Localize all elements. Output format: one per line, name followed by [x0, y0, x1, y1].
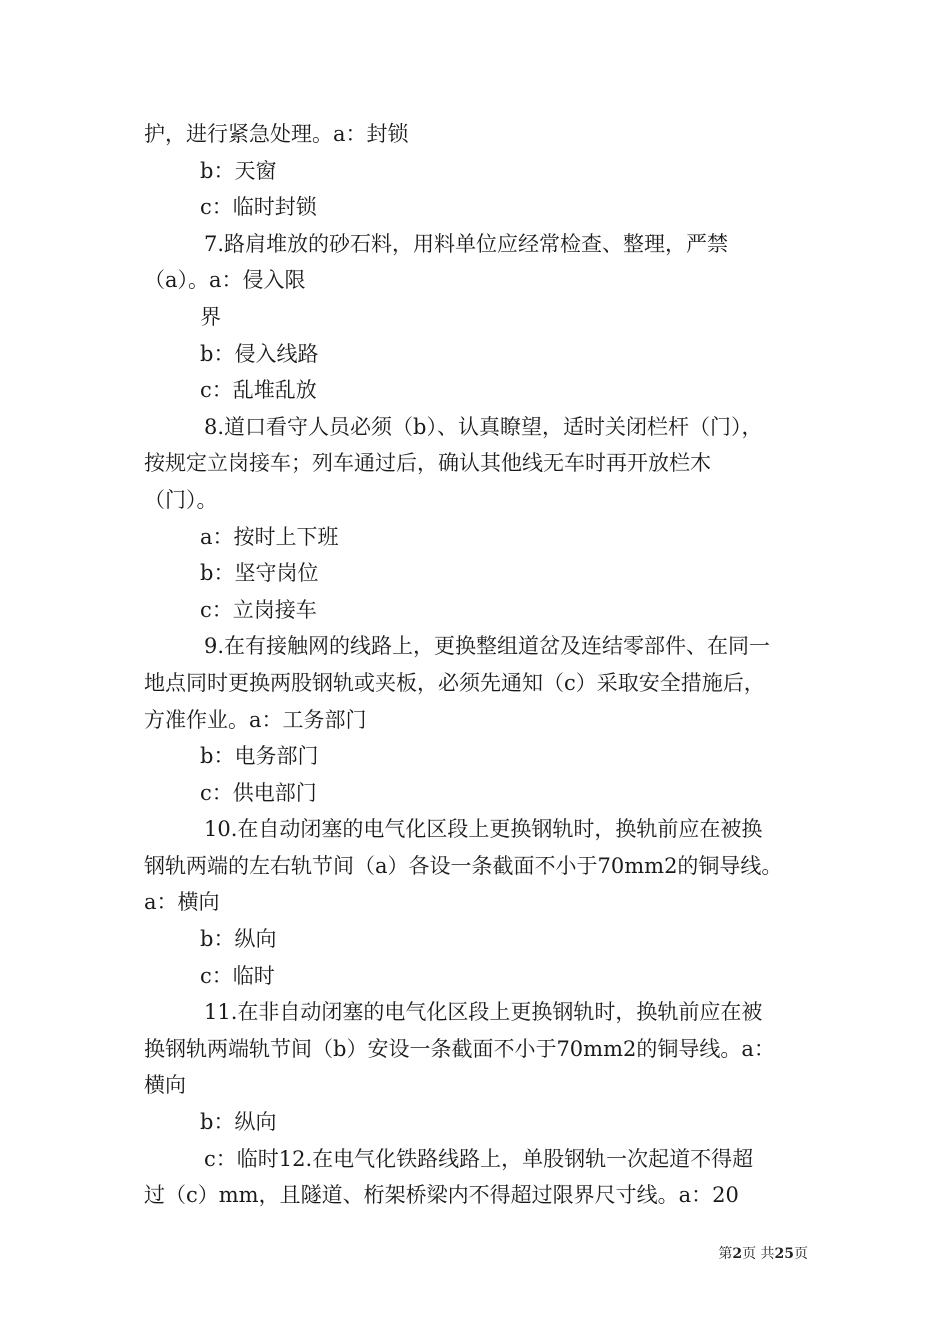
text-line: 7.路肩堆放的砂石料，用料单位应经常检查、整理，严禁 — [204, 231, 729, 256]
text-line: 8.道口看守人员必须（b）、认真瞭望，适时关闭栏杆（门）， — [204, 414, 763, 439]
text-line: 地点同时更换两股钢轨或夹板，必须先通知（c）采取安全措施后， — [144, 670, 765, 695]
text-line: 护，进行紧急处理。a：封锁 — [144, 122, 409, 146]
text-line: c：立岗接车 — [200, 597, 317, 622]
text-line: c：临时 — [200, 963, 275, 988]
text-line: 横向 — [144, 1073, 186, 1098]
footer-suffix: 页 — [794, 1246, 808, 1262]
text-line: 过（c）mm，且隧道、桁架桥梁内不得超过限界尺寸线。a：20 — [144, 1183, 739, 1208]
text-line: （门）。 — [144, 487, 218, 512]
text-line: （a）。a：侵入限 — [144, 268, 306, 293]
text-line: b：电务部门 — [200, 744, 319, 769]
text-line: 钢轨两端的左右轨节间（a）各设一条截面不小于70mm2的铜导线。 — [144, 853, 783, 878]
text-line: 界 — [200, 304, 221, 329]
page-footer — [0, 1243, 808, 1263]
text-line: b：侵入线路 — [200, 341, 319, 366]
text-line: c：供电部门 — [200, 780, 317, 805]
text-line: a：横向 — [144, 890, 220, 915]
text-line: c：临时12.在电气化铁路线路上，单股钢轨一次起道不得超 — [204, 1146, 754, 1171]
text-line: b：天窗 — [200, 158, 277, 183]
total-page-count: 25 — [774, 1246, 794, 1262]
text-line: c：乱堆乱放 — [200, 378, 317, 403]
text-line: c：临时封锁 — [200, 195, 317, 220]
footer-middle: 页 共 — [742, 1246, 775, 1262]
document-body — [144, 116, 824, 1214]
text-line: 11.在非自动闭塞的电气化区段上更换钢轨时，换轨前应在被 — [204, 1000, 763, 1025]
text-line: 10.在自动闭塞的电气化区段上更换钢轨时，换轨前应在被换 — [204, 817, 763, 842]
text-line: 换钢轨两端轨节间（b）安设一条截面不小于70mm2的铜导线。a： — [144, 1036, 775, 1061]
text-line: b：坚守岗位 — [200, 561, 319, 586]
current-page-number: 2 — [732, 1246, 743, 1262]
text-line: b：纵向 — [200, 927, 277, 952]
text-line: 按规定立岗接车；列车通过后，确认其他线无车时再开放栏木 — [144, 451, 711, 476]
text-line: a：按时上下班 — [200, 524, 339, 549]
text-line: 9.在有接触网的线路上，更换整组道岔及连结零部件、在同一 — [204, 634, 771, 659]
footer-prefix: 第 — [718, 1246, 733, 1262]
text-line: 方准作业。a：工务部门 — [144, 707, 367, 732]
text-line: b：纵向 — [200, 1110, 277, 1135]
